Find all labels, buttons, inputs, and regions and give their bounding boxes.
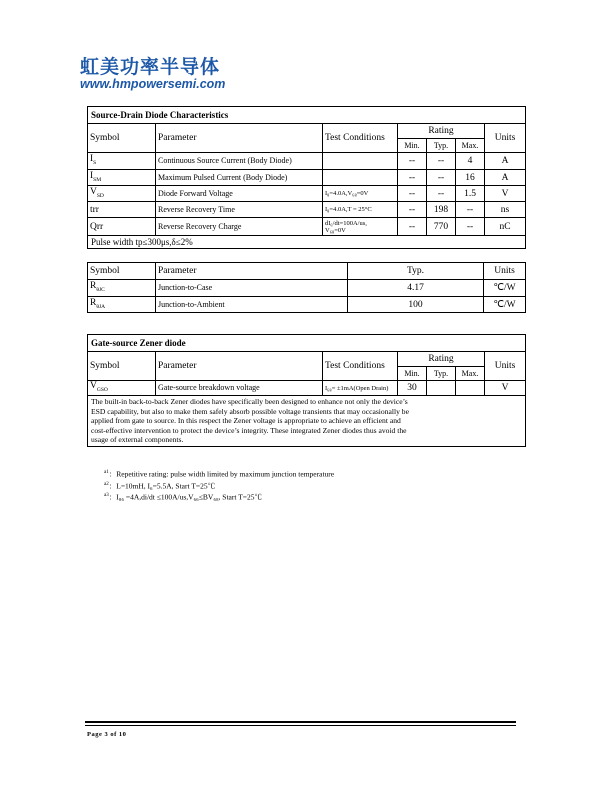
- unit-cell: ℃/W: [484, 297, 526, 313]
- unit-cell: A: [485, 153, 526, 170]
- thermal-table: [87, 262, 526, 313]
- header-typ: Typ.: [427, 367, 456, 381]
- header-test-conditions: Test Conditions: [323, 352, 398, 381]
- unit-cell: ns: [485, 202, 526, 218]
- unit-cell: ℃/W: [484, 280, 526, 297]
- typ-cell: 4.17: [348, 280, 484, 297]
- min-cell: --: [398, 218, 427, 236]
- header-symbol: Symbol: [88, 124, 156, 153]
- table-row: [88, 170, 526, 186]
- footnote: $^{a2}$：L=10mH, I₆=5.5A, Start T⁣=25℃: [104, 481, 216, 491]
- table-row: [88, 280, 526, 297]
- test-cell: I₆₈= ±1mA(Open Drain): [323, 381, 398, 396]
- header-max: Max.: [456, 139, 485, 153]
- min-cell: --: [398, 202, 427, 218]
- header-parameter: Parameter: [156, 352, 323, 381]
- unit-cell: V: [485, 186, 526, 202]
- header-units: Units: [485, 352, 526, 381]
- header-max: Max.: [456, 367, 485, 381]
- max-cell: 1.5: [456, 186, 485, 202]
- max-cell: --: [456, 202, 485, 218]
- header-units: Units: [484, 263, 526, 280]
- table-row: [88, 202, 526, 218]
- symbol-cell: Qrr: [88, 218, 156, 236]
- source-drain-table: [87, 106, 526, 249]
- table-title: Source-Drain Diode Characteristics: [88, 107, 526, 124]
- header-symbol: Symbol: [88, 352, 156, 381]
- min-cell: --: [398, 170, 427, 186]
- symbol-cell: $I_S$: [88, 153, 156, 170]
- max-cell: [456, 381, 485, 396]
- symbol-cell: $I_{SM}$: [88, 170, 156, 186]
- symbol-cell: $R_{\theta JA}$: [88, 297, 156, 313]
- min-cell: 30: [398, 381, 427, 396]
- brand-url: www.hmpowersemi.com: [80, 77, 226, 91]
- footer-rule: [85, 725, 516, 726]
- header-parameter: Parameter: [156, 263, 348, 280]
- min-cell: --: [398, 186, 427, 202]
- brand-name: 虹美功率半导体: [80, 56, 221, 78]
- parameter-cell: Continuous Source Current (Body Diode): [156, 153, 323, 170]
- header-typ: Typ.: [427, 139, 456, 153]
- brand-logo: [80, 56, 225, 91]
- unit-cell: V: [485, 381, 526, 396]
- typ-cell: [427, 381, 456, 396]
- test-cell: I₈=4.0A,T⁣ = 25°C: [323, 202, 398, 218]
- unit-cell: A: [485, 170, 526, 186]
- footnote: $^{a3}$：I₈₆ =4A,di/dt ≤100A/us,V₆₆≤BV₆₈, Start T⁣=25℃: [104, 492, 263, 502]
- parameter-cell: Maximum Pulsed Current (Body Diode): [156, 170, 323, 186]
- typ-cell: --: [427, 170, 456, 186]
- symbol-cell: trr: [88, 202, 156, 218]
- zener-note: The built-in back-to-back Zener diodes have specifically been designed to enhance not only the device’s ESD capability, but also to make them safely absorb possible voltage transients that may occasionally be applied from gate to source. In this respect the Zener voltage is appropriate to achieve an efficient and cost-effective intervention to protect the device’s integrity. These integrated Zener diodes thus avoid the usage of external components.: [88, 396, 526, 447]
- table-row: [88, 218, 526, 236]
- table-row: [88, 186, 526, 202]
- header-parameter: Parameter: [156, 124, 323, 153]
- header-min: Min.: [398, 367, 427, 381]
- parameter-cell: Diode Forward Voltage: [156, 186, 323, 202]
- footnote: $^{a1}$：Repetitive rating: pulse width limited by maximum junction temperature: [104, 469, 335, 479]
- parameter-cell: Gate-source breakdown voltage: [156, 381, 323, 396]
- table-row: [88, 153, 526, 170]
- test-cell: [323, 170, 398, 186]
- test-cell: [323, 153, 398, 170]
- header-units: Units: [485, 124, 526, 153]
- header-min: Min.: [398, 139, 427, 153]
- typ-cell: --: [427, 186, 456, 202]
- parameter-cell: Reverse Recovery Time: [156, 202, 323, 218]
- page-number: Page 3 of 10: [87, 731, 127, 738]
- typ-cell: 770: [427, 218, 456, 236]
- zener-table: [87, 334, 526, 447]
- parameter-cell: Junction-to-Case: [156, 280, 348, 297]
- header-test-conditions: Test Conditions: [323, 124, 398, 153]
- header-rating: Rating: [398, 352, 485, 367]
- typ-cell: 100: [348, 297, 484, 313]
- max-cell: --: [456, 218, 485, 236]
- max-cell: 16: [456, 170, 485, 186]
- table-row: [88, 381, 526, 396]
- symbol-cell: $V_{SD}$: [88, 186, 156, 202]
- test-cell: I₈=4.0A,V₆₈=0V: [323, 186, 398, 202]
- symbol-cell: $R_{\theta JC}$: [88, 280, 156, 297]
- max-cell: 4: [456, 153, 485, 170]
- typ-cell: --: [427, 153, 456, 170]
- header-typ: Typ.: [348, 263, 484, 280]
- symbol-cell: $V_{GSO}$: [88, 381, 156, 396]
- parameter-cell: Junction-to-Ambient: [156, 297, 348, 313]
- unit-cell: nC: [485, 218, 526, 236]
- table-row: [88, 297, 526, 313]
- header-rating: Rating: [398, 124, 485, 139]
- pulse-note: Pulse width tp≤300μs,δ≤2%: [88, 236, 526, 249]
- min-cell: --: [398, 153, 427, 170]
- footer-rule: [85, 721, 516, 723]
- parameter-cell: Reverse Recovery Charge: [156, 218, 323, 236]
- table-title: Gate-source Zener diode: [88, 335, 526, 352]
- test-cell: dI₆/dt=100A/us, V₆₈=0V: [323, 218, 398, 236]
- header-symbol: Symbol: [88, 263, 156, 280]
- typ-cell: 198: [427, 202, 456, 218]
